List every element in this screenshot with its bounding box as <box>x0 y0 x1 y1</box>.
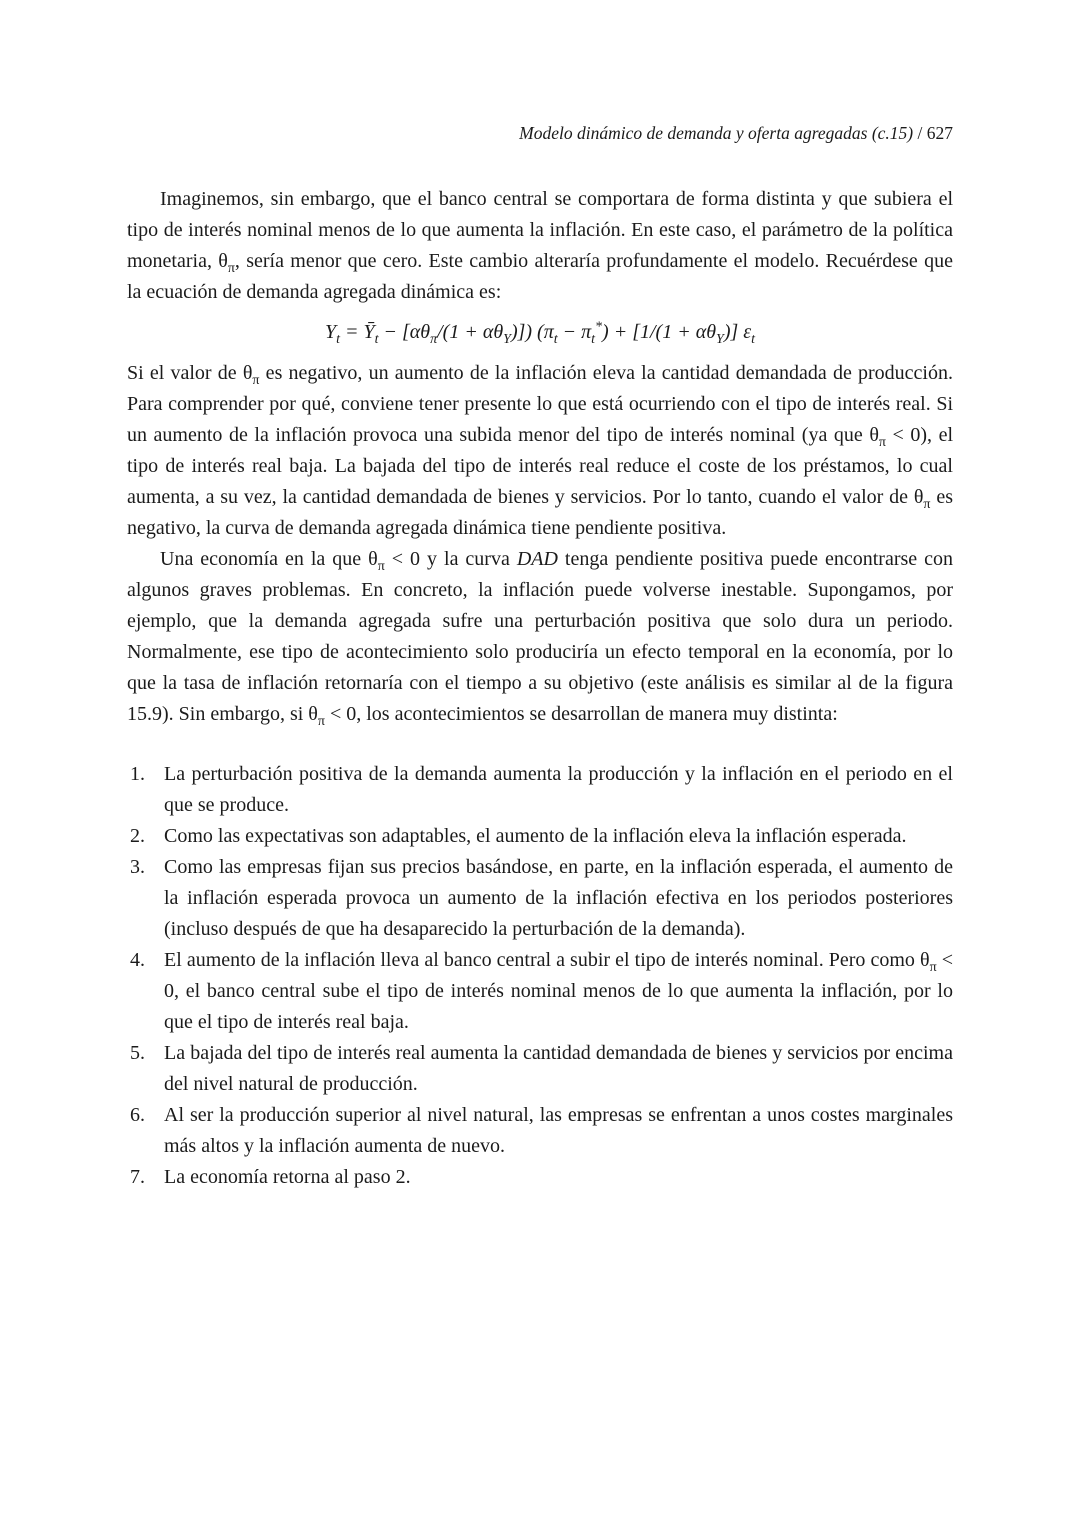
running-header <box>127 122 953 144</box>
list-item <box>127 1100 953 1162</box>
list-item-text: Al ser la producción superior al nivel natural, las empresas se enfrentan a unos costes marginales más altos y la inflación aumenta de nuevo. <box>164 1104 953 1157</box>
paragraph-2: Si el valor de $\theta_\pi$ es negativo, un aumento de la inflación eleva la cantidad demandada de producción. Para comprender por qué, conviene tener presente lo que está ocurriendo con el tipo de interés real. Si un aumento de la inflación provoca una subida menor del tipo de interés nominal (ya que $\theta_\pi < 0$), el tipo de interés real baja. La bajada del tipo de interés real reduce el coste de los préstamos, lo cual aumenta, a su vez, la cantidad demandada de bienes y servicios. Por lo tanto, cuando el valor de $\theta_\pi$ es negativo, la curva de demanda agregada dinámica tiene pendiente positiva. <box>127 362 954 539</box>
list-item-number: 5. <box>130 1042 145 1064</box>
list-item <box>127 1038 953 1100</box>
list-item <box>127 759 953 821</box>
chapter-title: Modelo dinámico de demanda y oferta agregadas (c.15) <box>519 123 914 143</box>
list-item-text: El aumento de la inflación lleva al banco central a subir el tipo de interés nominal. Pero como $\theta_\pi < 0$, el banco central sube el tipo de interés nominal menos de lo que aumenta la inflación, por lo que el tipo de interés real baja. <box>164 949 954 1033</box>
numbered-list <box>127 759 953 1193</box>
list-item-text: La economía retorna al paso 2. <box>164 1166 411 1188</box>
page-number: 627 <box>926 123 953 143</box>
list-item <box>127 852 953 945</box>
list-item-number: 2. <box>130 825 145 847</box>
list-item-number: 6. <box>130 1104 145 1126</box>
list-item-text: Como las expectativas son adaptables, el aumento de la inflación eleva la inflación esperada. <box>164 825 907 847</box>
list-item-text: Como las empresas fijan sus precios basándose, en parte, en la inflación esperada, el aumento de la inflación esperada provoca un aumento de la inflación efectiva en los periodos posteriores (incluso después de que ha desaparecido la perturbación de la demanda). <box>164 856 953 940</box>
list-item <box>127 821 953 852</box>
header-separator: / <box>913 123 927 143</box>
list-item-number: 3. <box>130 856 145 878</box>
dad-equation: $Y_t$ = $Ȳ_t - [\alpha\theta_\pi/(1 + \alpha\theta_Y)]$) $(\pi_t - \pi_t^*) + [1/(1 + \alpha\theta_Y)]$ $\varepsilon_t$ <box>324 319 756 347</box>
list-item-number: 7. <box>130 1166 145 1188</box>
paragraph-1: Imaginemos, sin embargo, que el banco central se comportara de forma distinta y que subiera el tipo de interés nominal menos de lo que aumenta la inflación. En este caso, el parámetro de la política monetaria, $\theta_\pi$, sería menor que cero. Este cambio alteraría profundamente el modelo. Recuérdese que la ecuación de demanda agregada dinámica es: <box>127 188 953 303</box>
list-item <box>127 945 953 1038</box>
list-item-number: 4. <box>130 949 145 971</box>
list-item-text: La perturbación positiva de la demanda aumenta la producción y la inflación en el periodo en el que se produce. <box>164 763 953 816</box>
page-body <box>127 184 953 1193</box>
list-item-number: 1. <box>130 763 145 785</box>
list-item-text: La bajada del tipo de interés real aumenta la cantidad demandada de bienes y servicios por encima del nivel natural de producción. <box>164 1042 953 1095</box>
list-item <box>127 1162 953 1193</box>
paragraph-3: Una economía en la que $\theta_\pi < 0$ y la curva DAD tenga pendiente positiva puede encontrarse con algunos graves problemas. En concreto, la inflación puede volverse inestable. Supongamos, por ejemplo, que la demanda agregada sufre una perturbación positiva que solo dura un periodo. Normalmente, ese tipo de acontecimiento solo produciría un efecto temporal en la economía, por lo que la tasa de inflación retornaría con el tiempo a su objetivo (este análisis es similar al de la figura 15.9). Sin embargo, si $\theta_\pi < 0$, los acontecimientos se desarrollan de manera muy distinta: <box>127 548 953 729</box>
